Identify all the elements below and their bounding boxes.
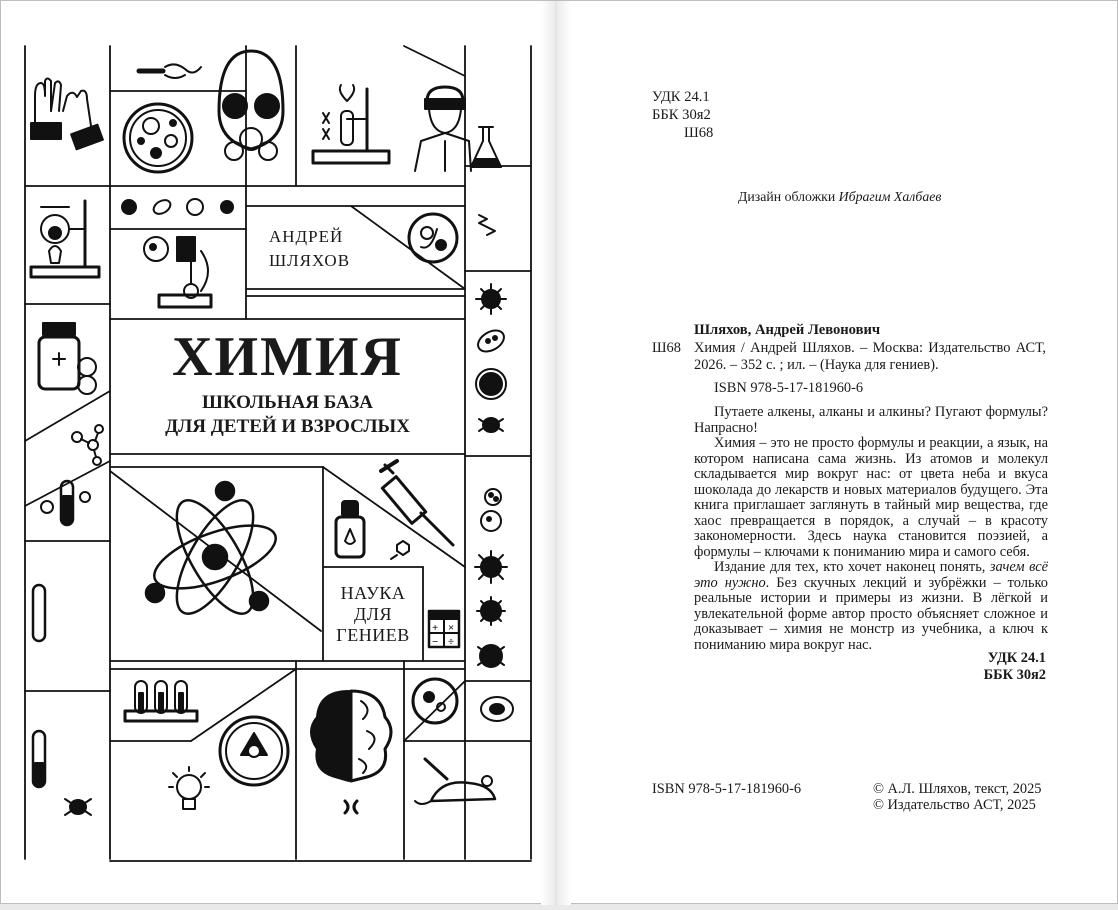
cover-author xyxy=(269,225,350,273)
bacterium-icon xyxy=(474,326,507,356)
germ-icon xyxy=(475,489,507,667)
cover-design-credit xyxy=(738,189,941,205)
atom-icon xyxy=(146,482,283,624)
virus-icon xyxy=(476,284,506,314)
cover-grid xyxy=(25,46,531,861)
tick-icon xyxy=(479,418,503,432)
bbk-bold: ББК 30я2 xyxy=(983,667,1046,683)
pipette-icon xyxy=(345,801,357,813)
udk-code: УДК 24.1 xyxy=(652,89,710,105)
bibliographic-record: Химия / Андрей Шляхов. – Москва: Издательство АСТ, 2026. – 352 с. ; ил. – (Наука для гениев). xyxy=(694,340,1046,373)
microbes-row-icon xyxy=(122,197,233,216)
lightbulb-icon xyxy=(169,767,209,809)
gloves-icon xyxy=(31,79,103,150)
cover-author-last: ШЛЯХОВ xyxy=(269,251,351,270)
tick-bottom-icon xyxy=(65,799,91,815)
lab-stand-icon xyxy=(313,85,389,163)
author-code: Ш68 xyxy=(684,125,714,141)
annotation-paragraph-1: Путаете алкены, алканы и алкины? Пугают формулы? Напрасно! xyxy=(694,404,1048,436)
calculator-icon xyxy=(429,611,459,648)
test-tube-icon xyxy=(41,481,90,525)
culture-dish-icon xyxy=(413,679,457,723)
calc-times-label: × xyxy=(448,622,455,634)
annotation3-italic: зачем всё это нужно xyxy=(694,559,1048,591)
cover-subtitle-line1: ШКОЛЬНАЯ БАЗА xyxy=(202,392,373,413)
imprint-page xyxy=(566,1,1118,905)
cover-author-first: АНДРЕЙ xyxy=(269,227,344,246)
calc-minus-label: − xyxy=(432,636,439,648)
bacteria-icon xyxy=(139,64,201,78)
brain-icon xyxy=(311,691,391,781)
design-prefix: Дизайн обложки xyxy=(738,189,839,204)
tube-rack-icon xyxy=(125,681,197,721)
annotation3-prefix: Издание для тех, кто хочет наконец понять, xyxy=(714,559,990,575)
isbn-record: ISBN 978-5-17-181960-6 xyxy=(714,380,864,396)
catalog-code: Ш68 xyxy=(652,340,681,356)
retort-stand-icon xyxy=(31,201,99,277)
cover-series-line1: НАУКА xyxy=(340,583,406,603)
cover-series-line2: ДЛЯ xyxy=(354,604,392,624)
bottle-icon xyxy=(336,501,364,557)
microscope-icon xyxy=(144,237,211,307)
annotation-paragraph-2: Химия – это не просто формулы и реакции, а язык, на котором написана сама жизнь. Из атомов и молекул складывается мир вокруг нас: от цвета неба и вкуса шоколада до лекарств и новых материалов будущего. Эта книга приглашает заглянуть в тайный мир вещества, где хаос превращается в порядок, а случай – в красоту закономерности. Здесь наука становится поэзией, а формулы – ключами к пониманию мира и самого себя. xyxy=(694,435,1048,560)
cover-title: ХИМИЯ xyxy=(172,326,403,388)
biohazard-icon xyxy=(220,717,288,785)
vertical-tube-icon xyxy=(33,585,45,787)
isbn-bottom: ISBN 978-5-17-181960-6 xyxy=(652,781,802,797)
copyright-publisher: © Издательство АСТ, 2025 xyxy=(873,797,1036,813)
bbk-code: ББК 30я2 xyxy=(652,107,711,123)
cover-series-line3: ГЕНИЕВ xyxy=(336,625,410,645)
spore-icon xyxy=(476,369,506,399)
calc-plus-label: + xyxy=(432,622,439,634)
hexagon-molecule-icon xyxy=(391,541,409,559)
molecule-icon xyxy=(72,425,103,465)
book-cover xyxy=(1,1,553,905)
udk-bold: УДК 24.1 xyxy=(987,650,1046,666)
designer-name: Ибрагим Халбаев xyxy=(838,189,942,204)
petri-dish-icon xyxy=(124,104,192,172)
copyright-author: © А.Л. Шляхов, текст, 2025 xyxy=(873,781,1042,797)
cover-series xyxy=(323,583,423,646)
cell-icon xyxy=(481,697,513,721)
annotation3-suffix: . Без скучных лекций и зубрёжки – только реальные истории и примеры из жизни. В лёгкой и увлекательной форме автор просто объясняет сложное и доказывает – химия не монстр из учебника, а ключ к пониманию мира вокруг нас. xyxy=(694,574,1048,653)
calc-div-label: ÷ xyxy=(448,636,455,648)
squiggle-icon xyxy=(479,215,495,235)
mouse-icon xyxy=(415,759,495,804)
cover-artwork xyxy=(1,1,553,905)
annotation-paragraph-3 xyxy=(694,560,1048,653)
gas-mask-icon xyxy=(219,51,283,160)
pills-icon xyxy=(39,323,96,394)
cover-subtitle xyxy=(110,391,465,439)
flask-icon xyxy=(471,127,501,167)
microbe-petri-icon xyxy=(409,214,457,262)
scientist-icon xyxy=(415,87,471,171)
author-heading: Шляхов, Андрей Левонович xyxy=(694,322,881,338)
cover-subtitle-line2: ДЛЯ ДЕТЕЙ И ВЗРОСЛЫХ xyxy=(165,416,410,437)
